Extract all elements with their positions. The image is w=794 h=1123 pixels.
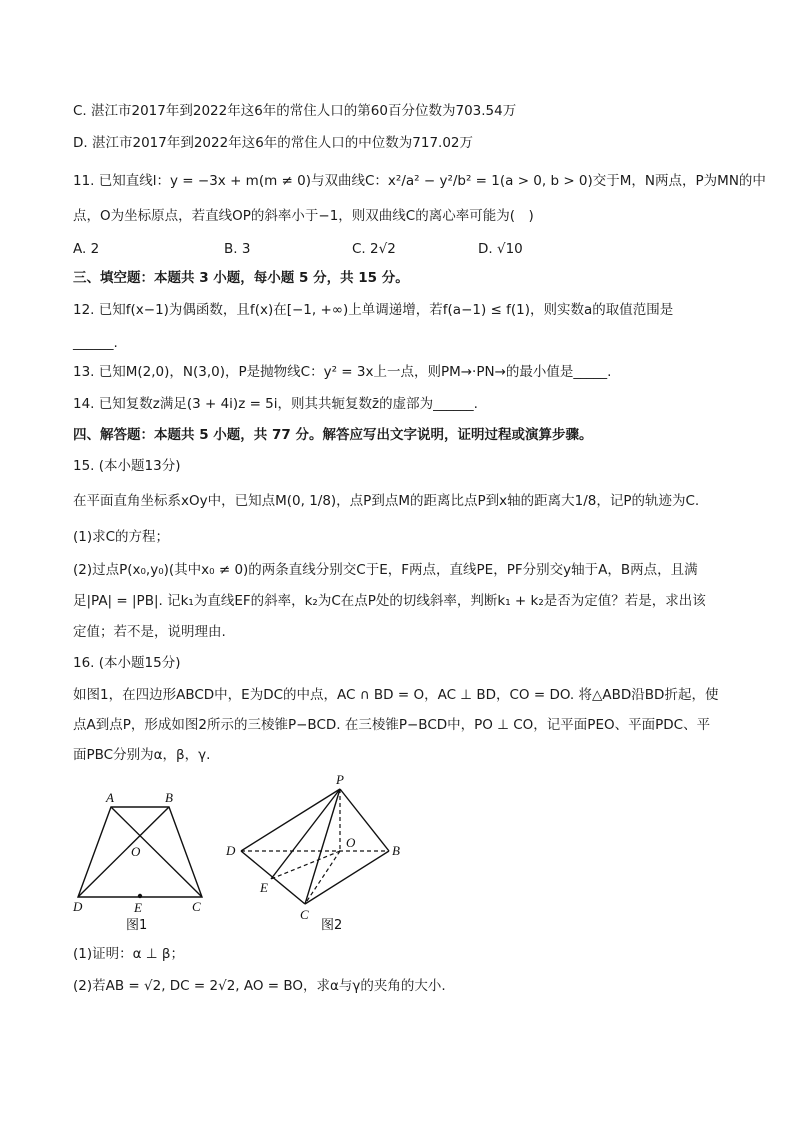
q11-stem-line2: 点，O为坐标原点，若直线OP的斜率小于−1，则双曲线C的离心率可能为( ) — [73, 208, 534, 224]
q11-choice-d: D. √10 — [478, 241, 523, 257]
q13-stem: 13. 已知M(2,0)，N(3,0)，P是抛物线C：y² = 3x上一点，则PM→·PN→的最小值是_____. — [73, 364, 612, 380]
fig1-label-a: A — [106, 790, 114, 805]
fig2-caption: 图2 — [321, 918, 343, 933]
fig1-label-b: B — [165, 790, 173, 805]
q15-part2-line1: (2)过点P(x₀,y₀)(其中x₀ ≠ 0)的两条直线分别交C于E，F两点，直线PE，PF分别交y轴于A，B两点，且满 — [73, 562, 698, 578]
diagonal-bd — [78, 807, 169, 897]
q16-stem-line2: 点A到点P，形成如图2所示的三棱锥P−BCD. 在三棱锥P−BCD中，PO ⊥ CO，记平面PEO、平面PDC、平 — [73, 717, 711, 733]
q16-heading: 16. (本小题15分) — [73, 655, 181, 671]
q11-stem-line1: 11. 已知直线l：y = −3x + m(m ≠ 0)与双曲线C：x²/a² − y²/b² = 1(a > 0, b > 0)交于M，N两点，P为MN的中 — [73, 173, 766, 189]
q10-option-c: C. 湛江市2017年到2022年这6年的常住人口的第60百分位数为703.54万 — [73, 103, 517, 119]
diagonal-ac — [111, 807, 202, 897]
q11-choice-a: A. 2 — [73, 241, 100, 257]
q14-stem: 14. 已知复数z满足(3 + 4i)z = 5i，则其共轭复数z̄的虚部为______. — [73, 396, 478, 412]
q11-choice-b: B. 3 — [224, 241, 251, 257]
q15-part2-line3: 定值；若不是，说明理由. — [73, 624, 226, 640]
q15-heading: 15. (本小题13分) — [73, 458, 181, 474]
q16-stem-line1: 如图1，在四边形ABCD中，E为DC的中点，AC ∩ BD = O，AC ⊥ BD，CO = DO. 将△ABD沿BD折起，使 — [73, 687, 719, 703]
q12-stem-line1: 12. 已知f(x−1)为偶函数，且f(x)在[−1, +∞)上单调递增，若f(a−1) ≤ f(1)，则实数a的取值范围是 — [73, 302, 674, 318]
section-4-heading: 四、解答题：本题共 5 小题，共 77 分。解答应写出文字说明，证明过程或演算步骤。 — [73, 427, 593, 443]
q15-part1: (1)求C的方程； — [73, 529, 170, 545]
q15-part2-line2: 足|PA| = |PB|. 记k₁为直线EF的斜率，k₂为C在点P处的切线斜率，判断k₁ + k₂是否为定值？若是，求出该 — [73, 593, 706, 609]
figure-2 — [220, 770, 410, 940]
fig2-label-b: B — [392, 843, 400, 858]
q16-part1: (1)证明：α ⊥ β； — [73, 946, 184, 962]
point-e-dot — [138, 894, 142, 898]
figure-1 — [60, 780, 220, 940]
fig2-label-p: P — [336, 772, 344, 787]
fig2-label-d: D — [226, 843, 236, 858]
fig1-label-o: O — [131, 844, 141, 859]
fig2-label-c: C — [300, 907, 309, 922]
q12-stem-line2: ______. — [73, 335, 118, 351]
fig1-label-c: C — [192, 899, 201, 914]
q15-stem-line1: 在平面直角坐标系xOy中，已知点M(0, 1/8)，点P到点M的距离比点P到x轴的距离大1/8，记P的轨迹为C. — [73, 493, 700, 509]
fig1-caption: 图1 — [126, 918, 148, 933]
section-3-heading: 三、填空题：本题共 3 小题，每小题 5 分，共 15 分。 — [73, 270, 409, 286]
fig2-label-e: E — [260, 880, 268, 895]
fig1-label-d: D — [73, 899, 83, 914]
fig2-label-o: O — [346, 835, 356, 850]
q11-choice-c: C. 2√2 — [352, 241, 396, 257]
q16-stem-line3: 面PBC分别为α，β，γ. — [73, 747, 211, 763]
fig1-label-e: E — [134, 900, 142, 915]
q16-part2: (2)若AB = √2, DC = 2√2, AO = BO，求α与γ的夹角的大小. — [73, 978, 446, 994]
q10-option-d: D. 湛江市2017年到2022年这6年的常住人口的中位数为717.02万 — [73, 135, 474, 151]
